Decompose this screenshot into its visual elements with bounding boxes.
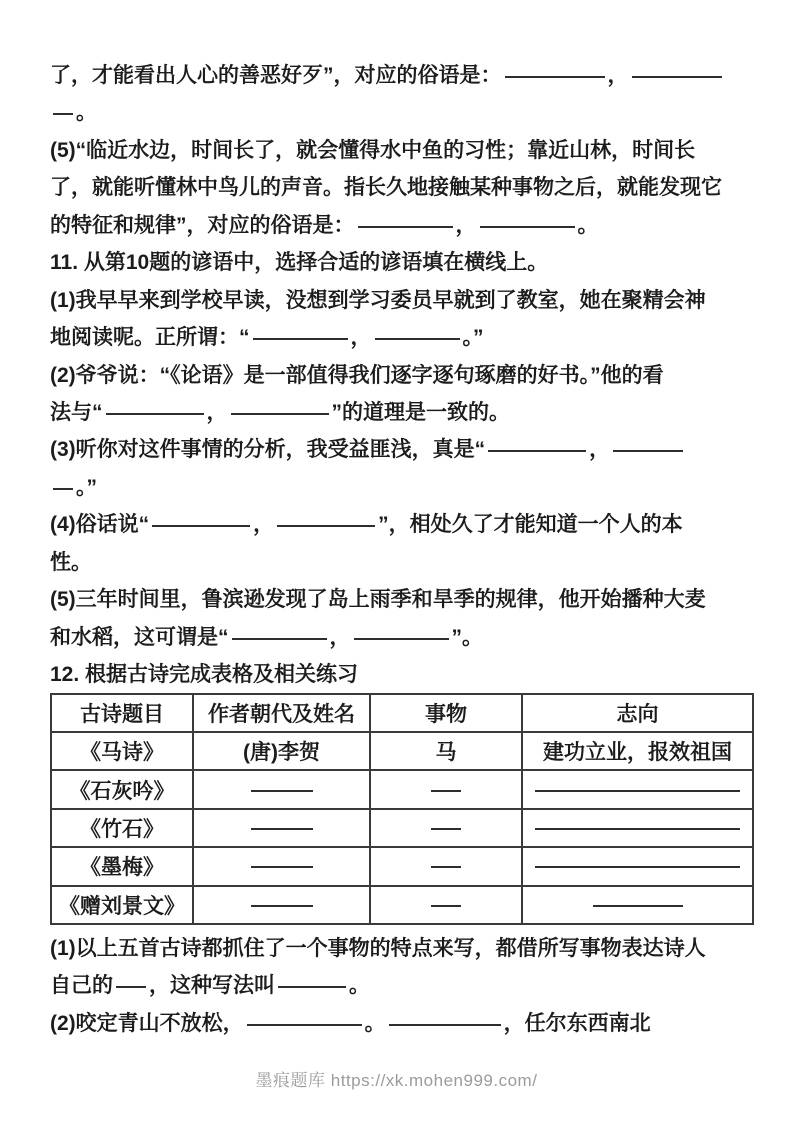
question-line	[50, 1005, 750, 1042]
text-segment: ，	[329, 625, 351, 649]
text-segment: 的特征和规律”，对应的俗语是：	[50, 213, 355, 237]
table-cell	[193, 770, 370, 808]
fill-in-blank	[535, 866, 740, 868]
text-segment: ，这种写法叫	[149, 974, 275, 998]
poem-table-head	[51, 694, 753, 732]
fill-in-blank	[278, 986, 346, 988]
question-line	[50, 544, 750, 581]
fill-in-blank	[231, 413, 329, 415]
fill-in-blank	[488, 450, 586, 452]
text-segment: 。	[364, 1011, 386, 1035]
fill-in-blank	[116, 986, 146, 988]
text-segment: 。”	[462, 326, 484, 350]
table-header-cell: 古诗题目	[51, 694, 193, 732]
table-cell	[522, 847, 753, 885]
fill-in-blank	[505, 76, 605, 78]
fill-in-blank	[53, 113, 73, 115]
text-segment: (5)三年时间里，鲁滨逊发现了岛上雨季和旱季的规律，他开始播种大麦	[50, 588, 706, 612]
text-segment: 性。	[50, 550, 92, 574]
question-line	[50, 506, 750, 543]
fill-in-blank	[632, 76, 722, 78]
text-segment: 《赠刘景文》	[59, 894, 185, 918]
question-line	[50, 319, 750, 356]
fill-in-blank	[535, 790, 740, 792]
text-segment: 。”	[76, 475, 97, 499]
question-block-bottom	[50, 930, 750, 1042]
text-segment: (3)听你对这件事情的分析，我受益匪浅，真是“	[50, 438, 486, 462]
table-cell	[522, 732, 753, 770]
text-segment: 法与“	[50, 400, 103, 424]
fill-in-blank	[232, 638, 327, 640]
text-segment: ，	[350, 326, 372, 350]
question-line	[50, 357, 750, 394]
footer-link: 墨痕题库 https://xk.mohen999.com/	[255, 1071, 538, 1090]
question-line	[50, 94, 750, 131]
text-segment: ”。	[451, 625, 483, 649]
question-line	[50, 207, 750, 244]
question-block-top	[50, 57, 750, 693]
fill-in-blank	[375, 338, 460, 340]
fill-in-blank	[431, 905, 461, 907]
table-cell	[522, 770, 753, 808]
question-line	[50, 619, 750, 656]
question-line	[50, 581, 750, 618]
text-segment: (5)“临近水边，时间长了，就会懂得水中鱼的习性；靠近山林，时间长	[50, 138, 696, 162]
fill-in-blank	[354, 638, 449, 640]
question-line	[50, 132, 750, 169]
table-row	[51, 770, 753, 808]
text-segment: (2)爷爷说：“《论语》是一部值得我们逐字逐句琢磨的好书。”他的看	[50, 363, 664, 387]
text-segment: 马	[435, 741, 457, 765]
fill-in-blank	[431, 866, 461, 868]
table-cell	[51, 732, 193, 770]
table-cell	[370, 770, 522, 808]
poem-table	[50, 693, 754, 925]
text-segment: (唐)李贺	[243, 741, 320, 765]
footer-watermark	[0, 1066, 793, 1091]
table-header-cell: 志向	[522, 694, 753, 732]
table-cell	[370, 809, 522, 847]
fill-in-blank	[277, 525, 375, 527]
text-segment: ，任尔东西南北	[503, 1011, 651, 1035]
text-segment: 和水稻，这可谓是“	[50, 625, 229, 649]
fill-in-blank	[152, 525, 250, 527]
text-segment: ，	[206, 400, 228, 424]
text-segment: 地阅读呢。正所谓：“	[50, 326, 250, 350]
fill-in-blank	[106, 413, 204, 415]
text-segment: 《石灰吟》	[69, 779, 175, 803]
text-segment: ”的道理是一致的。	[331, 400, 510, 424]
table-cell	[193, 886, 370, 924]
question-line	[50, 469, 750, 506]
text-segment: (2)咬定青山不放松，	[50, 1011, 244, 1035]
fill-in-blank	[251, 866, 313, 868]
table-row	[51, 886, 753, 924]
question-line	[50, 967, 750, 1004]
text-segment: 了，才能看出人心的善恶好歹”，对应的俗语是：	[50, 64, 502, 87]
table-header-cell: 事物	[370, 694, 522, 732]
fill-in-blank	[613, 450, 683, 452]
fill-in-blank	[253, 338, 348, 340]
text-segment: 《马诗》	[80, 741, 164, 765]
question-line	[50, 169, 750, 206]
question-line	[50, 394, 750, 431]
fill-in-blank	[53, 488, 73, 490]
text-segment: (1)我早早来到学校早读，没想到学习委员早就到了教室，她在聚精会神	[50, 288, 706, 312]
table-row	[51, 847, 753, 885]
fill-in-blank	[480, 226, 575, 228]
text-segment: 。	[577, 213, 599, 237]
fill-in-blank	[535, 828, 740, 830]
question-line	[50, 57, 750, 94]
fill-in-blank	[593, 905, 683, 907]
text-segment: 《墨梅》	[80, 856, 164, 880]
fill-in-blank	[251, 828, 313, 830]
table-cell	[51, 886, 193, 924]
text-segment: ”，相处久了才能知道一个人的本	[378, 513, 683, 537]
text-segment: 《竹石》	[80, 817, 164, 841]
question-line	[50, 244, 750, 281]
table-row	[51, 809, 753, 847]
text-segment: 12. 根据古诗完成表格及相关练习	[50, 663, 359, 686]
fill-in-blank	[251, 905, 313, 907]
table-cell	[51, 809, 193, 847]
table-cell	[370, 732, 522, 770]
fill-in-blank	[431, 790, 461, 792]
question-line	[50, 656, 750, 693]
table-cell	[193, 732, 370, 770]
table-header-cell: 作者朝代及姓名	[193, 694, 370, 732]
question-line	[50, 282, 750, 319]
text-segment: 自己的	[50, 974, 113, 998]
text-segment: ，	[589, 438, 611, 462]
text-segment: 。	[349, 974, 370, 998]
text-segment: ，	[607, 64, 629, 87]
text-segment: 建功立业，报效祖国	[543, 741, 732, 765]
fill-in-blank	[389, 1024, 501, 1026]
text-segment: (4)俗话说“	[50, 513, 150, 537]
text-segment: ，	[455, 213, 477, 237]
text-segment: 了，就能听懂林中鸟儿的声音。指长久地接触某种事物之后，就能发现它	[50, 176, 722, 200]
fill-in-blank	[431, 828, 461, 830]
table-cell	[370, 886, 522, 924]
fill-in-blank	[251, 790, 313, 792]
table-cell	[370, 847, 522, 885]
table-cell	[51, 770, 193, 808]
poem-table-body	[51, 732, 753, 924]
text-segment: 。	[76, 101, 97, 125]
question-line	[50, 431, 750, 468]
table-cell	[193, 847, 370, 885]
table-row	[51, 732, 753, 770]
question-line	[50, 930, 750, 967]
text-segment: 11. 从第10题的谚语中，选择合适的谚语填在横线上。	[50, 251, 549, 275]
table-cell	[193, 809, 370, 847]
text-segment: (1)以上五首古诗都抓住了一个事物的特点来写，都借所写事物表达诗人	[50, 937, 706, 960]
text-segment: ，	[253, 513, 275, 537]
fill-in-blank	[247, 1024, 362, 1026]
fill-in-blank	[358, 226, 453, 228]
table-header-row	[51, 694, 753, 732]
table-cell	[51, 847, 193, 885]
table-cell	[522, 886, 753, 924]
table-cell	[522, 809, 753, 847]
